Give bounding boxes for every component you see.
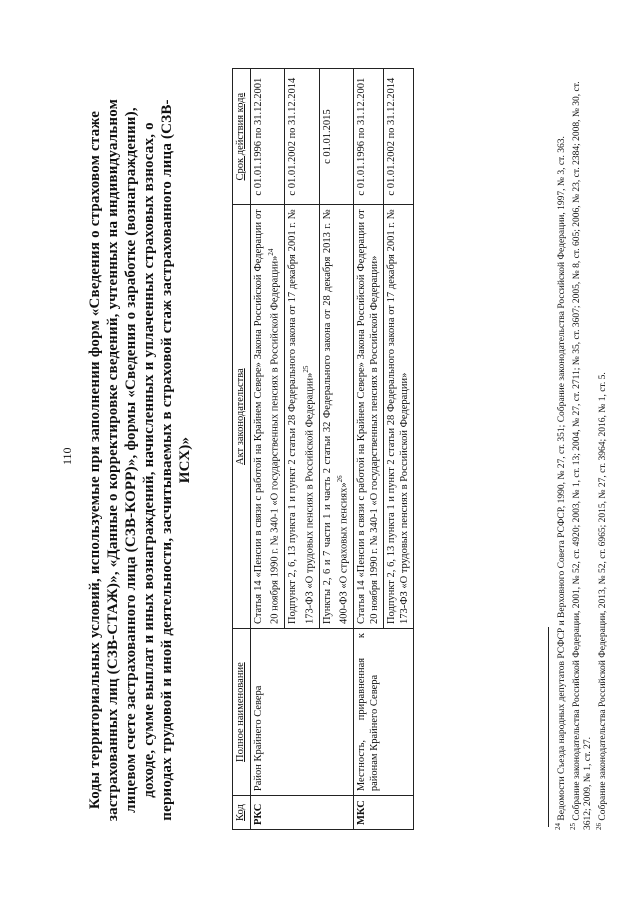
footnote-number: 24 xyxy=(554,823,562,830)
table-header-row xyxy=(233,69,251,830)
full-name-cell: Район Крайнего Севера xyxy=(250,629,354,796)
act-text: Статья 14 «Пенсии в связи с работой на Крайнем Севере» Закона Российской Федерации от 20 ноября 1990 г. № 340-1 «О государственных пенсиях в Российской Федерации» xyxy=(252,209,281,625)
legislation-act-cell xyxy=(384,205,414,629)
table-row xyxy=(250,69,285,830)
footnote xyxy=(553,60,568,830)
code-cell: РКС xyxy=(250,796,354,830)
document-title: Коды территориальных условий, используемые при заполнении форм «Сведения о страховом стаже застрахованных лиц (СЗВ-СТАЖ)», «Данные о корректировке сведений, учтенных на индивидуальном лицевом счете застрахованного лица (СЗВ-КОРР)», формы «Сведения о заработке (вознаграждении), доходе, сумме выплат и иных вознаграждений, начисленных и уплаченных страховых взносах, о периодах трудовой и иной деятельности, засчитываемых в страховой стаж застрахованного лица (СЗВ-ИСХ)» xyxy=(87,98,193,822)
header-full-name: Полное наименование xyxy=(233,629,251,796)
footnote-text: Собрание законодательства Российской Федерации, 2001, № 52, ст. 4920; 2003, № 1, ст. 13; 2004, № 27, ст. 2711; № 35, ст. 3607; 2005, № 8, ст. 605; 2006, № 23, ст. 2384; 2008, № 30, ст. 3612; 2009, № 1, ст. 27. xyxy=(572,81,594,830)
validity-period-cell: с 01.01.1996 по 31.12.2001 xyxy=(250,69,285,205)
footnote xyxy=(594,60,609,830)
footnote-ref: 26 xyxy=(336,475,344,483)
validity-period-cell: с 01.01.2015 xyxy=(319,69,354,205)
header-legislation-act: Акт законодательства xyxy=(233,205,251,629)
legislation-act-cell xyxy=(319,205,354,629)
act-text: Подпункт 2, 6, 13 пункта 1 и пункт 2 статьи 28 Федерального закона от 17 декабря 2001 г. № 173-ФЗ «О трудовых пенсиях в Российской Федерации» xyxy=(386,209,410,625)
code-cell: МКС xyxy=(354,796,414,830)
legislation-act-cell xyxy=(285,205,320,629)
legislation-act-cell xyxy=(250,205,285,629)
act-text: Пункты 2, 6 и 7 части 1 и часть 2 статьи 32 Федерального закона от 28 декабря 2013 г. № 400-ФЗ «О страховых пенсиях» xyxy=(321,209,350,625)
footnote-ref: 25 xyxy=(301,365,310,373)
page-number: 110 xyxy=(60,447,74,465)
validity-period-cell: с 01.01.1996 по 31.12.2001 xyxy=(354,69,384,205)
footnote-separator xyxy=(548,627,549,827)
act-text: Статья 14 «Пенсии в связи с работой на Крайнем Севере» Закона Российской Федерации от 20 ноября 1990 г. № 340-1 «О государственных пенсиях в Российской Федерации» xyxy=(356,209,380,625)
footnotes xyxy=(553,60,609,830)
full-name-cell: Местность, приравненная к районам Крайнего Севера xyxy=(354,629,414,796)
validity-period-cell: с 01.01.2002 по 31.12.2014 xyxy=(384,69,414,205)
act-text: Подпункт 2, 6, 13 пункта 1 и пункт 2 статьи 28 Федерального закона от 17 декабря 2001 г. № 173-ФЗ «О трудовых пенсиях в Российской Федерации» xyxy=(287,209,315,625)
table-row xyxy=(354,69,384,830)
footnote-number: 26 xyxy=(595,823,604,830)
footnote xyxy=(568,60,594,830)
legislation-act-cell xyxy=(354,205,384,629)
codes-table xyxy=(232,68,414,830)
footnote-ref: 24 xyxy=(267,248,275,256)
validity-period-cell: с 01.01.2002 по 31.12.2014 xyxy=(285,69,320,205)
header-validity-period: Срок действия кода xyxy=(233,69,251,205)
footnote-text: Собрание законодательства Российской Федерации, 2013, № 52, ст. 6965; 2015, № 27, ст. 3964; 2016, № 1, ст. 5. xyxy=(598,372,609,821)
footnote-number: 25 xyxy=(569,823,578,830)
header-code: Код xyxy=(233,796,251,830)
footnote-text: Ведомости Съезда народных депутатов РСФСР и Верховного Совета РСФСР, 1990, № 27, ст. 351; Собрание законодательства Российской Федерации, 1997, № 3, ст. 363. xyxy=(557,136,568,821)
